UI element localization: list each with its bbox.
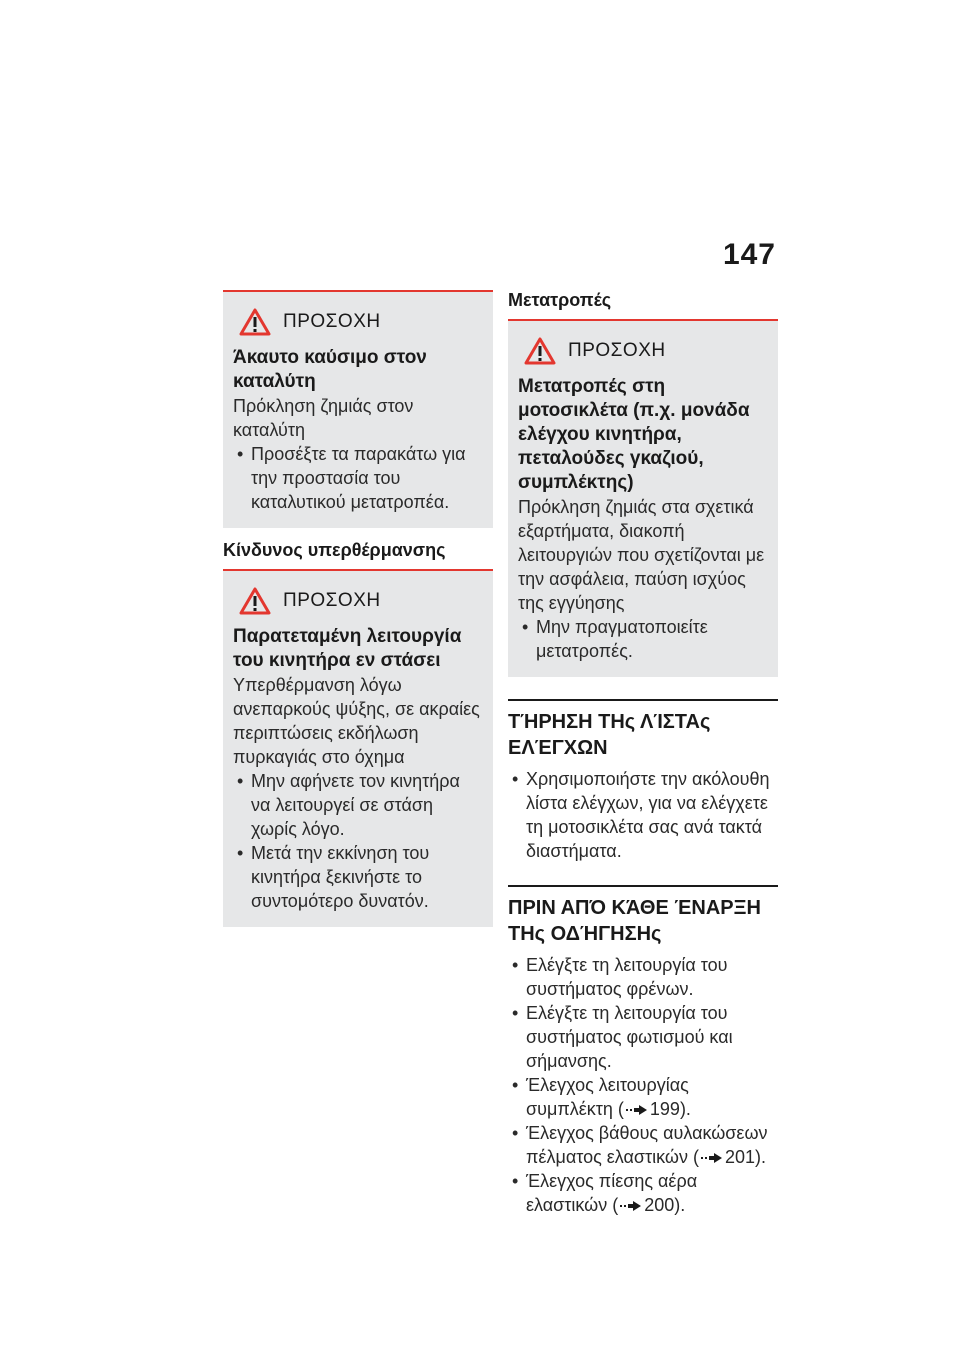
reference-arrow-icon xyxy=(626,1104,648,1116)
list-item: • Έλεγχος βάθους αυλακώσεων πέλματος ελαστικών ( 201). xyxy=(508,1121,778,1169)
list-item: • Ελέγξτε τη λειτουργία του συστήματος φωτισμού και σήμανσης. xyxy=(508,1001,778,1073)
warning-box-engine-idle xyxy=(223,571,493,927)
warning-triangle-icon xyxy=(524,337,556,365)
list-item: • Προσέξτε τα παρακάτω για την προστασία του καταλυτικού μετατροπέα. xyxy=(233,442,483,514)
list-item: • Έλεγχος πίεσης αέρα ελαστικών ( 200). xyxy=(508,1169,778,1217)
list-item: • Ελέγξτε τη λειτουργία του συστήματος φρένων. xyxy=(508,953,778,1001)
warning-text: Πρόκληση ζημιάς στα σχετικά εξαρτήματα, διακοπή λειτουργιών που σχετίζονται με την ασφάλεια, παύση ισχύος της εγγύησης xyxy=(518,497,765,613)
list-item: • Χρησιμοποιήστε την ακόλουθη λίστα ελέγχων, για να ελέγχετε τη μοτοσικλέτα σας ανά τακτά διαστήματα. xyxy=(508,767,778,863)
section-bullets xyxy=(508,953,778,1217)
warning-triangle-icon xyxy=(239,308,271,336)
warning-text: Υπερθέρμανση λόγω ανεπαρκούς ψύξης, σε ακραίες περιπτώσεις εκδήλωση πυρκαγιάς στο όχημα xyxy=(233,675,480,767)
section-bullets xyxy=(508,767,778,863)
page-number: 147 xyxy=(722,238,776,271)
warning-bullets xyxy=(233,442,483,514)
right-column xyxy=(508,290,778,1217)
page-reference[interactable]: 201 xyxy=(724,1147,756,1167)
section-title: ΠΡΙΝ ΑΠΌ ΚΆΘΕ ΈΝΑΡΞΗ ΤΗς ΟΔΉΓΗΣΗς xyxy=(508,897,761,945)
warning-title: Παρατεταμένη λειτουργία του κινητήρα εν στάσει xyxy=(233,626,462,671)
warning-title: Μετατροπές στη μοτοσικλέτα (π.χ. μονάδα ελέγχου κινητήρα, πεταλούδες γκαζιού, συμπλέκτης) xyxy=(518,376,750,493)
section-checklist xyxy=(508,699,778,863)
warning-label: ΠΡΟΣΟΧΗ xyxy=(283,311,381,332)
warning-triangle-icon xyxy=(239,587,271,615)
warning-bullets xyxy=(233,769,483,913)
list-item: • Έλεγχος λειτουργίας συμπλέκτη ( 199). xyxy=(508,1073,778,1121)
subheading-overheating: Κίνδυνος υπερθέρμανσης xyxy=(223,528,493,571)
warning-label: ΠΡΟΣΟΧΗ xyxy=(568,340,666,361)
warning-label: ΠΡΟΣΟΧΗ xyxy=(283,590,381,611)
subheading-modifications: Μετατροπές xyxy=(508,290,778,321)
reference-arrow-icon xyxy=(620,1200,642,1212)
warning-text: Πρόκληση ζημιάς στον καταλύτη xyxy=(233,396,414,440)
page-reference[interactable]: 200 xyxy=(644,1195,675,1215)
section-before-ride xyxy=(508,885,778,1217)
list-item: • Μην αφήνετε τον κινητήρα να λειτουργεί σε στάση χωρίς λόγο. xyxy=(233,769,483,841)
warning-box-catalyst xyxy=(223,290,493,528)
list-item: • Μην πραγματοποιείτε μετατροπές. xyxy=(518,615,768,663)
reference-arrow-icon xyxy=(701,1152,723,1164)
page-reference[interactable]: 199 xyxy=(649,1099,680,1119)
list-item: • Μετά την εκκίνηση του κινητήρα ξεκινήστε το συντομότερο δυνατόν. xyxy=(233,841,483,913)
left-column xyxy=(223,290,493,927)
section-title: ΤΉΡΗΣΗ ΤΗς ΛΊΣΤΑς ΕΛΈΓΧΩΝ xyxy=(508,711,711,759)
warning-title: Άκαυτο καύσιμο στον καταλύτη xyxy=(233,347,427,392)
warning-bullets xyxy=(518,615,768,663)
warning-box-modifications xyxy=(508,321,778,677)
